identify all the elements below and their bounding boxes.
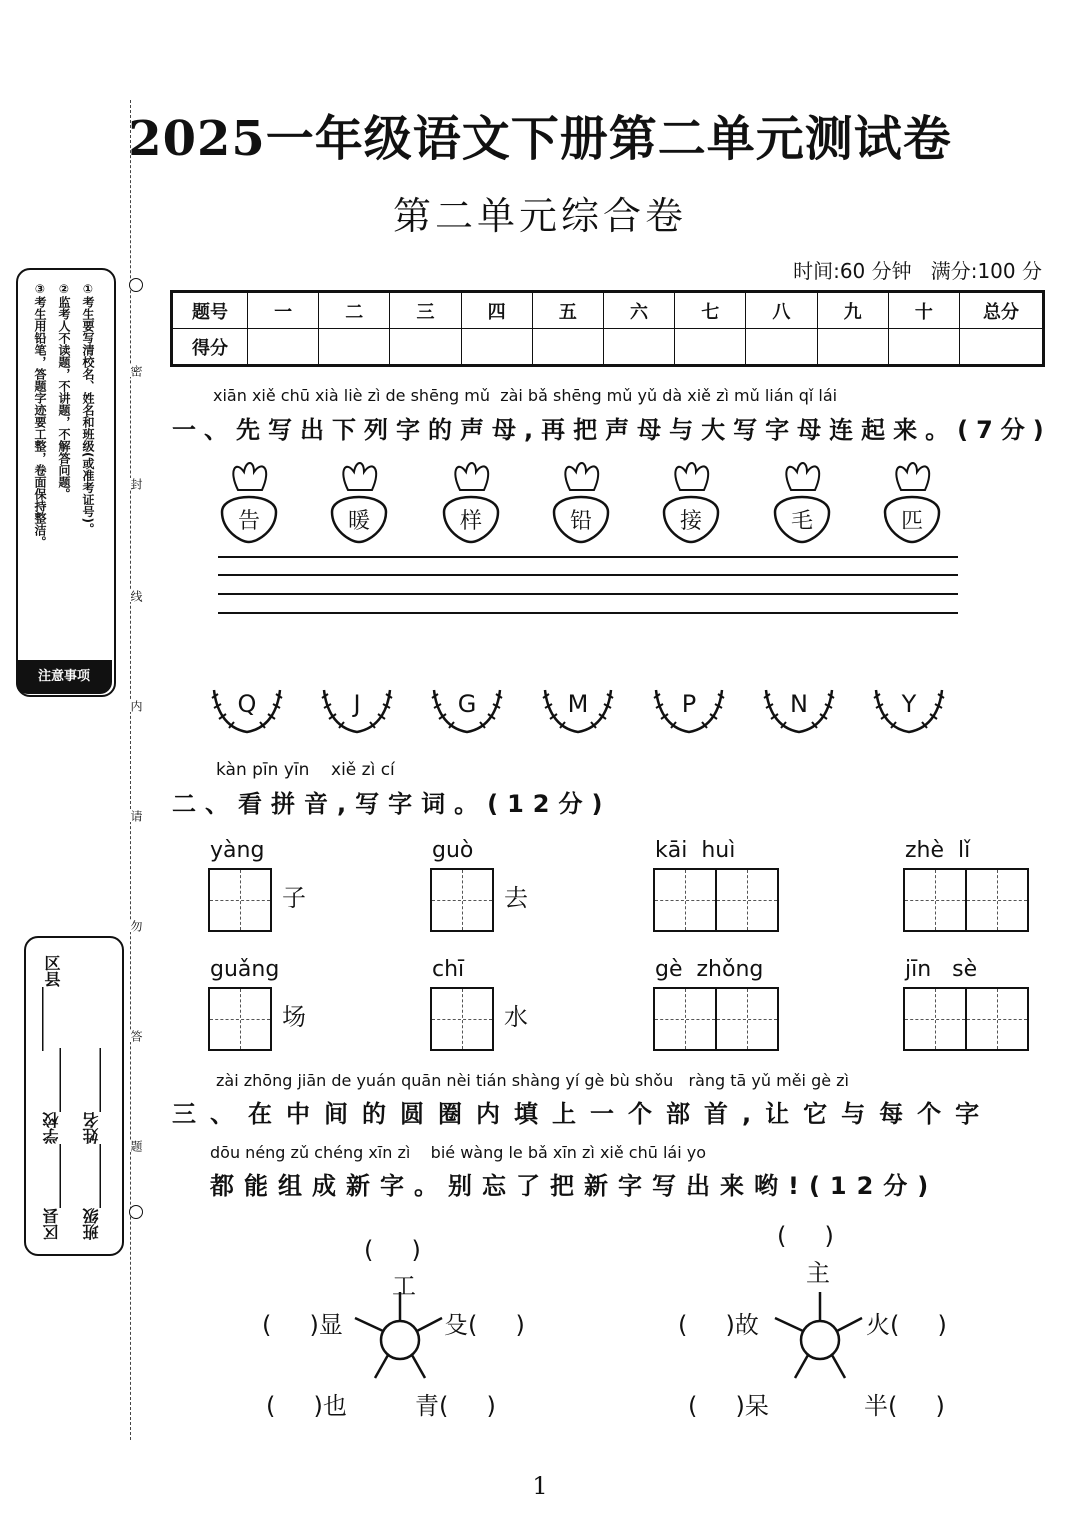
pinyin-writing-item xyxy=(430,838,528,932)
field-school-label[interactable]: 区县________学校________ xyxy=(42,1048,61,1240)
tianzige-box[interactable] xyxy=(430,868,494,932)
q3-heading-1: 三、在中间的圆圈内填上一个部首,让它与每个字 xyxy=(172,1100,994,1128)
word-pinyin: guǎng xyxy=(210,957,280,982)
letter-basket[interactable] xyxy=(872,688,946,740)
letter-basket[interactable] xyxy=(762,688,836,740)
blank-top-left[interactable]: ( ) xyxy=(364,1236,421,1264)
q2-heading: 二、看拼音,写字词。(12分) xyxy=(172,790,612,818)
pinyin-writing-item xyxy=(208,838,306,932)
tianzige-box[interactable] xyxy=(715,987,779,1051)
blank-ll[interactable]: ( )也 xyxy=(266,1392,347,1420)
word-suffix: 子 xyxy=(282,884,306,912)
answer-line[interactable] xyxy=(218,593,958,595)
page-number: 1 xyxy=(532,1472,548,1500)
seal-char: 封 xyxy=(129,478,143,490)
radish-card xyxy=(550,460,612,545)
q1-pinyin: xiān xiě chū xià liè zì de shēng mǔ zài bǎ shēng mǔ yǔ dà xiě zì mǔ lián qǐ lái xyxy=(213,386,838,405)
blank-ur[interactable]: 殳( ) xyxy=(444,1311,525,1339)
score-header-row: 题号 一 二 三 四 五 六 七 八 九 十 总分 xyxy=(172,292,1044,329)
letter-label: Y xyxy=(901,690,917,718)
seal-char: 请 xyxy=(129,810,143,822)
pinyin-writing-item xyxy=(208,957,306,1051)
letter-label: Q xyxy=(237,690,257,718)
pinyin-writing-item xyxy=(653,957,779,1051)
answer-line[interactable] xyxy=(218,574,958,576)
q3-pinyin-1: zài zhōng jiān de yuán quān nèi tián shàng yí gè bù shǒu ràng tā yǔ měi gè zì xyxy=(216,1071,849,1090)
tianzige-box[interactable] xyxy=(965,868,1029,932)
word-suffix: 去 xyxy=(504,884,528,912)
tianzige-box[interactable] xyxy=(903,987,967,1051)
seal-char: 密 xyxy=(129,365,143,377)
radish-char: 毛 xyxy=(790,509,813,534)
score-table xyxy=(170,290,1045,367)
q3-pinyin-2: dōu néng zǔ chéng xīn zì bié wàng le bǎ xīn zì xiě chū lái yo xyxy=(210,1143,706,1162)
pinyin-writing-item xyxy=(903,838,1029,932)
q3-heading-2: 都能组成新字。别忘了把新字写出来哟!(12分) xyxy=(210,1172,939,1200)
letter-label: M xyxy=(567,690,589,718)
radish-char: 暖 xyxy=(347,509,370,534)
page-title: 2025一年级语文下册第二单元测试卷 xyxy=(128,111,952,167)
pinyin-writing-item xyxy=(653,838,779,932)
letter-basket[interactable] xyxy=(210,688,284,740)
q1-heading: 一、先写出下列字的声母,再把声母与大写字母连起来。(7分) xyxy=(172,416,1052,444)
radish-char: 告 xyxy=(237,509,260,534)
tianzige-box[interactable] xyxy=(715,868,779,932)
radish-card xyxy=(218,460,280,545)
blank-ll-r[interactable]: ( )呆 xyxy=(688,1392,769,1420)
radical-hub-right xyxy=(760,1280,880,1400)
seal-char: 线 xyxy=(129,590,143,602)
word-pinyin: chī xyxy=(432,957,465,982)
blank-lr-r[interactable]: 半( ) xyxy=(864,1392,945,1420)
letter-basket[interactable] xyxy=(541,688,615,740)
radish-card xyxy=(440,460,502,545)
blank-ul[interactable]: ( )显 xyxy=(262,1311,343,1339)
blank-top-right[interactable]: ( ) xyxy=(777,1222,834,1250)
radish-card xyxy=(881,460,943,545)
seal-char: 答 xyxy=(129,1030,143,1042)
student-info-box xyxy=(24,936,124,1256)
answer-line[interactable] xyxy=(218,612,958,614)
page-subtitle: 第二单元综合卷 xyxy=(392,194,687,238)
blank-ul-r[interactable]: ( )故 xyxy=(678,1311,759,1339)
seal-char: 内 xyxy=(129,700,143,712)
q2-pinyin: kàn pīn yīn xiě zì cí xyxy=(216,760,395,780)
blank-ur-r[interactable]: 火( ) xyxy=(866,1311,947,1339)
answer-line[interactable] xyxy=(218,556,958,558)
radish-char: 铅 xyxy=(569,509,592,534)
seal-char: 题 xyxy=(129,1140,143,1152)
word-pinyin: guò xyxy=(432,838,474,863)
word-pinyin: jīn sè xyxy=(905,957,978,982)
tianzige-box[interactable] xyxy=(208,868,272,932)
radish-card xyxy=(771,460,833,545)
tianzige-box[interactable] xyxy=(903,868,967,932)
radish-char: 接 xyxy=(679,509,702,534)
binding-circle xyxy=(129,1205,143,1219)
seal-char: 勿 xyxy=(129,920,143,932)
word-pinyin: gè zhǒng xyxy=(655,957,764,982)
tianzige-box[interactable] xyxy=(208,987,272,1051)
radical-hub-left xyxy=(340,1280,460,1400)
field-class-label[interactable]: 班级________姓名________ xyxy=(82,1048,101,1240)
field-district: 区县________ xyxy=(42,955,61,1051)
letter-label: N xyxy=(790,690,808,718)
word-pinyin: kāi huì xyxy=(655,838,736,863)
notes-title-bar: 注意事项 xyxy=(16,660,112,694)
exam-meta: 时间:60 分钟 满分:100 分 xyxy=(793,259,1042,283)
note-line: ①考生要写清校名、姓名和班级(或准考证号)。 xyxy=(81,282,95,535)
letter-label: G xyxy=(457,690,477,718)
radish-card xyxy=(660,460,722,545)
word-suffix: 场 xyxy=(282,1003,306,1031)
char-top-left: 工 xyxy=(392,1272,416,1300)
letter-basket[interactable] xyxy=(652,688,726,740)
word-pinyin: zhè lǐ xyxy=(905,838,971,863)
tianzige-box[interactable] xyxy=(653,868,717,932)
letter-label: J xyxy=(353,690,361,718)
letter-basket[interactable] xyxy=(320,688,394,740)
tianzige-box[interactable] xyxy=(430,987,494,1051)
blank-lr[interactable]: 青( ) xyxy=(415,1392,496,1420)
char-top-right: 主 xyxy=(806,1259,830,1287)
note-line: ②监考人不读题，不讲题，不解答问题。 xyxy=(57,282,71,500)
pinyin-writing-item xyxy=(903,957,1029,1051)
letter-label: P xyxy=(681,690,697,718)
tianzige-box[interactable] xyxy=(965,987,1029,1051)
radish-char: 匹 xyxy=(900,509,923,534)
binding-circle xyxy=(129,278,143,292)
radish-char: 样 xyxy=(459,509,482,534)
score-value-row: 得分 xyxy=(172,329,1044,366)
note-line: ③考生用铅笔，答题字迹要工整，卷面保持整洁。 xyxy=(33,282,47,548)
tianzige-box[interactable] xyxy=(653,987,717,1051)
radish-card xyxy=(328,460,390,545)
word-suffix: 水 xyxy=(504,1003,528,1031)
binding-line xyxy=(130,100,131,1440)
word-pinyin: yàng xyxy=(210,838,265,863)
letter-basket[interactable] xyxy=(430,688,504,740)
pinyin-writing-item xyxy=(430,957,528,1051)
